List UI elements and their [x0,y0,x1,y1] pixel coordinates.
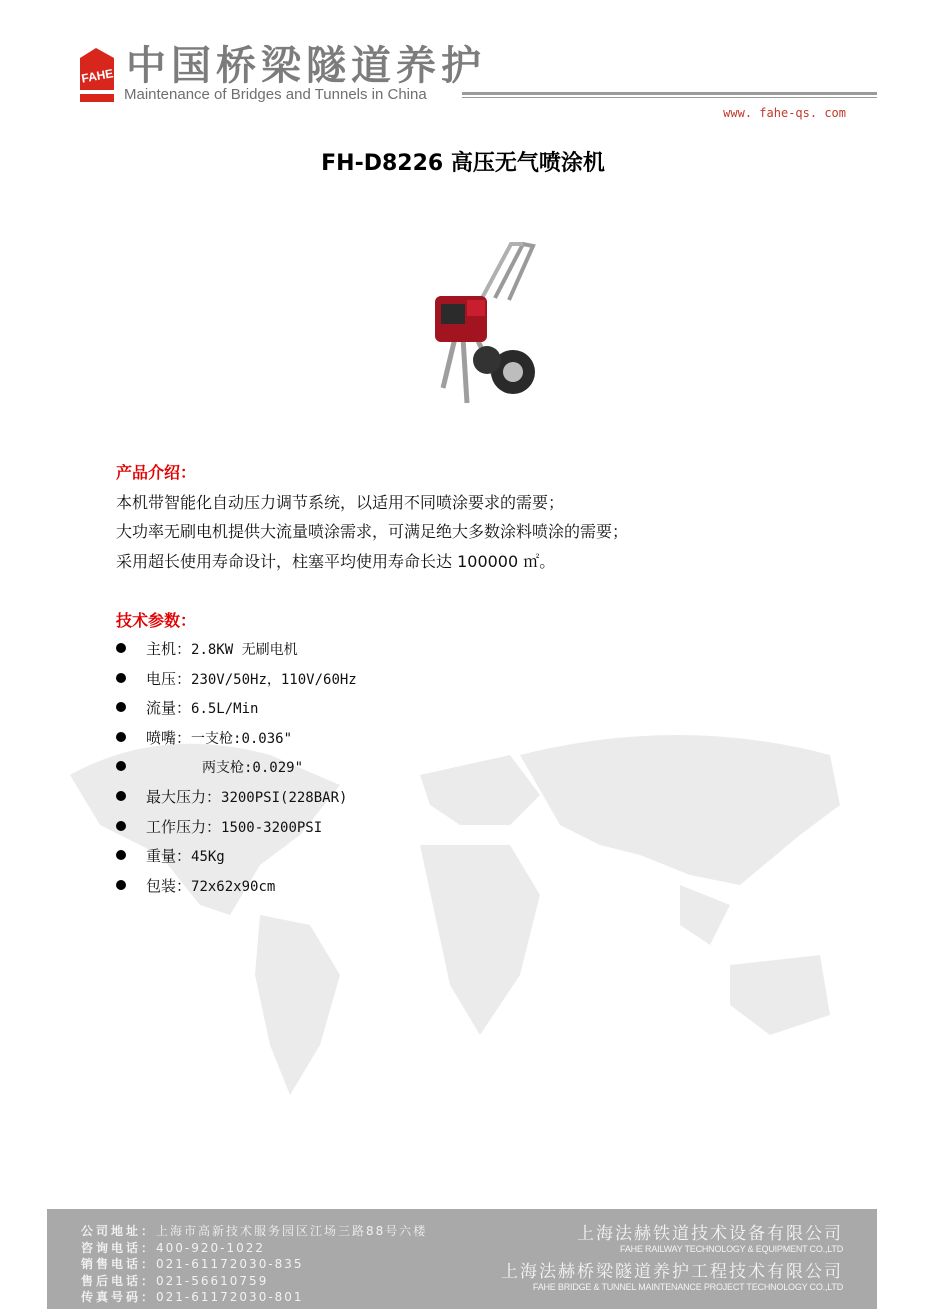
bullet-icon [116,702,126,712]
spec-value: 72x62x90cm [191,878,276,895]
contact-info [81,1223,427,1306]
page-title: FH-D8226 高压无气喷涂机 [321,151,605,176]
company-bridge: 上海法赫桥梁隧道养护工程技术有限公司 FAHE BRIDGE & TUNNEL MAINTENANCE PROJECT TECHNOLOGY CO.,LTD [501,1262,843,1292]
spec-value: 3200PSI(228BAR) [221,789,348,806]
svg-text:FAHE: FAHE [80,66,115,86]
bullet-icon [116,643,126,653]
spec-item [116,638,357,668]
contact-sales: 销售电话：021-61172030-835 [81,1257,304,1271]
spec-item [116,697,357,727]
contact-hotline: 咨询电话：400-920-1022 [81,1240,266,1255]
intro-line: 大功率无刷电机提供大流量喷涂需求，可满足绝大多数涂料喷涂的需要； [116,522,629,541]
brand-english-name: Maintenance of Bridges and Tunnels in China [124,86,427,103]
spec-label: 喷嘴： [146,728,192,747]
intro-heading: 产品介绍： [116,463,197,482]
spec-value: 1500-3200PSI [221,819,323,836]
spec-value: 一支枪:0.036" [191,730,293,747]
intro-line: 本机带智能化自动压力调节系统，以适用不同喷涂要求的需要； [116,493,565,512]
spec-label: 流量： [146,699,192,718]
spec-item [116,756,357,786]
fahe-logo-icon [76,44,118,106]
spec-label: 电压： [146,669,192,688]
spec-item [116,668,357,698]
spec-label: 工作压力： [146,817,222,836]
spec-label: 包装： [146,876,192,895]
spec-item [116,816,357,846]
spec-list [116,638,357,904]
spec-value: 45Kg [191,849,225,866]
website-link[interactable]: www. fahe-qs. com [723,106,846,120]
bullet-icon [116,761,126,771]
spec-item [116,786,357,816]
bullet-icon [116,821,126,831]
contact-service: 售后电话：021-56610759 [81,1273,269,1288]
page-footer [47,1209,877,1309]
specs-heading: 技术参数： [116,611,197,630]
spec-label: 主机： [146,640,192,658]
intro-line: 采用超长使用寿命设计，柱塞平均使用寿命长达 100000 ㎡。 [116,552,556,571]
bullet-icon [116,673,126,683]
spec-value: 6.5L/Min [191,701,259,718]
sprayer-product-image [425,238,545,408]
spec-item [116,727,357,757]
contact-address: 公司地址：上海市高新技术服务园区江场三路88号六楼 [81,1224,428,1238]
spec-item [116,845,357,875]
spec-label: 重量： [146,847,192,866]
brand-chinese-name: 中国桥梁隧道养护 [126,43,486,89]
spec-item [116,875,357,905]
bullet-icon [116,850,126,860]
spec-label: 最大压力： [146,787,222,806]
bullet-icon [116,880,126,890]
bullet-icon [116,791,126,801]
spec-value: 两支枪:0.029" [202,760,304,777]
page-header [0,0,926,130]
company-railway: 上海法赫铁道技术设备有限公司 FAHE RAILWAY TECHNOLOGY & EQUIPMENT CO.,LTD [577,1224,843,1254]
header-divider-thin [462,97,877,98]
bullet-icon [116,732,126,742]
spec-value: 2.8KW 无刷电机 [191,642,298,658]
header-divider [462,92,877,95]
contact-fax: 传真号码：021-61172030-801 [81,1290,304,1304]
spec-value: 230V/50Hz，110V/60Hz [191,671,357,688]
